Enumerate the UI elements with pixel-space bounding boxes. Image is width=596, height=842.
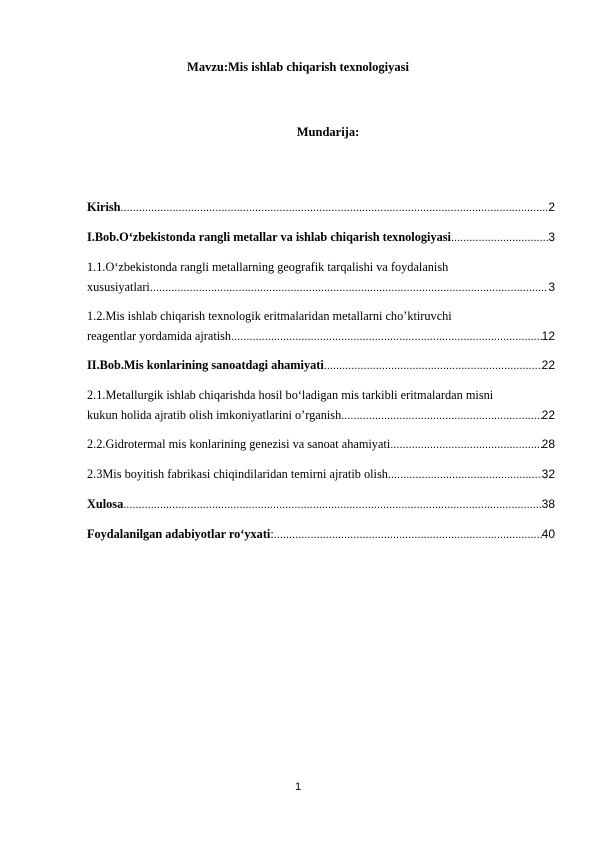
toc-entry-1-2[interactable]: [87, 306, 555, 347]
toc-page-number: 22: [541, 408, 555, 422]
toc-leader-dots: [150, 278, 548, 298]
toc-entry-bob-2[interactable]: [87, 355, 555, 376]
toc-entry-label-line1: 2.1.Metallurgik ishlab chiqarishda hosil bo‘ladigan mis tarkibli eritmalardan misni: [87, 388, 494, 402]
toc-page-number: 32: [541, 467, 555, 481]
toc-entry-suffix: :: [270, 527, 274, 541]
toc-page-number: 28: [541, 437, 555, 451]
toc-page-number: 12: [541, 329, 555, 343]
toc-entry-2-1[interactable]: [87, 385, 555, 426]
toc-entry-kirish[interactable]: [87, 197, 555, 218]
toc-entry-2-2[interactable]: [87, 434, 555, 455]
toc-entry-label: xususiyatlari: [87, 280, 150, 294]
toc-heading: Mundarija:: [296, 125, 360, 139]
toc-page-number: 38: [541, 497, 555, 511]
toc-page-number: 40: [541, 527, 555, 541]
toc-entry-label: II.Bob.Mis konlarining sanoatdagi ahamiyati: [87, 358, 324, 372]
toc-entry-label: 2.3Mis boyitish fabrikasi chiqindilaridan temirni ajratib olish: [87, 467, 388, 481]
toc-page-number: 3: [548, 230, 555, 244]
table-of-contents: [87, 197, 555, 554]
toc-entry-label: kukun holida ajratib olish imkoniyatlarini o’rganish: [87, 408, 342, 422]
toc-entry-label-line1: 1.2.Mis ishlab chiqarish texnologik eritmalaridan metallarni cho’ktiruvchi: [87, 309, 452, 323]
toc-entry-adabiyotlar[interactable]: [87, 524, 555, 545]
toc-leader-dots: [120, 198, 548, 218]
toc-leader-dots: [274, 525, 542, 545]
toc-leader-dots: [341, 406, 541, 426]
toc-entry-label: Foydalanilgan adabiyotlar ro‘yxati: [87, 527, 271, 541]
toc-entry-label: Xulosa: [87, 497, 124, 511]
toc-entry-2-3[interactable]: [87, 464, 555, 485]
toc-entry-label: 2.2.Gidrotermal mis konlarining genezisi va sanoat ahamiyati: [87, 437, 391, 451]
page-number: 1: [294, 781, 302, 793]
toc-leader-dots: [324, 356, 542, 376]
toc-entry-label: reagentlar yordamida ajratish: [87, 329, 232, 343]
toc-page-number: 2: [548, 200, 555, 214]
toc-entry-label: Kirish: [87, 200, 121, 214]
toc-page-number: 3: [548, 280, 555, 294]
toc-leader-dots: [231, 327, 542, 347]
toc-leader-dots: [390, 435, 541, 455]
toc-leader-dots: [388, 465, 542, 485]
toc-page-number: 22: [541, 358, 555, 372]
toc-leader-dots: [451, 228, 548, 248]
document-title: Mavzu:Mis ishlab chiqarish texnologiyasi: [187, 60, 409, 74]
toc-entry-label: I.Bob.O‘zbekistonda rangli metallar va ishlab chiqarish texnologiyasi: [87, 230, 451, 244]
toc-entry-1-1[interactable]: [87, 257, 555, 298]
toc-entry-bob-1[interactable]: [87, 227, 555, 248]
toc-entry-xulosa[interactable]: [87, 494, 555, 515]
toc-leader-dots: [123, 495, 541, 515]
toc-entry-label-line1: 1.1.O‘zbekistonda rangli metallarning geografik tarqalishi va foydalanish: [87, 260, 449, 274]
